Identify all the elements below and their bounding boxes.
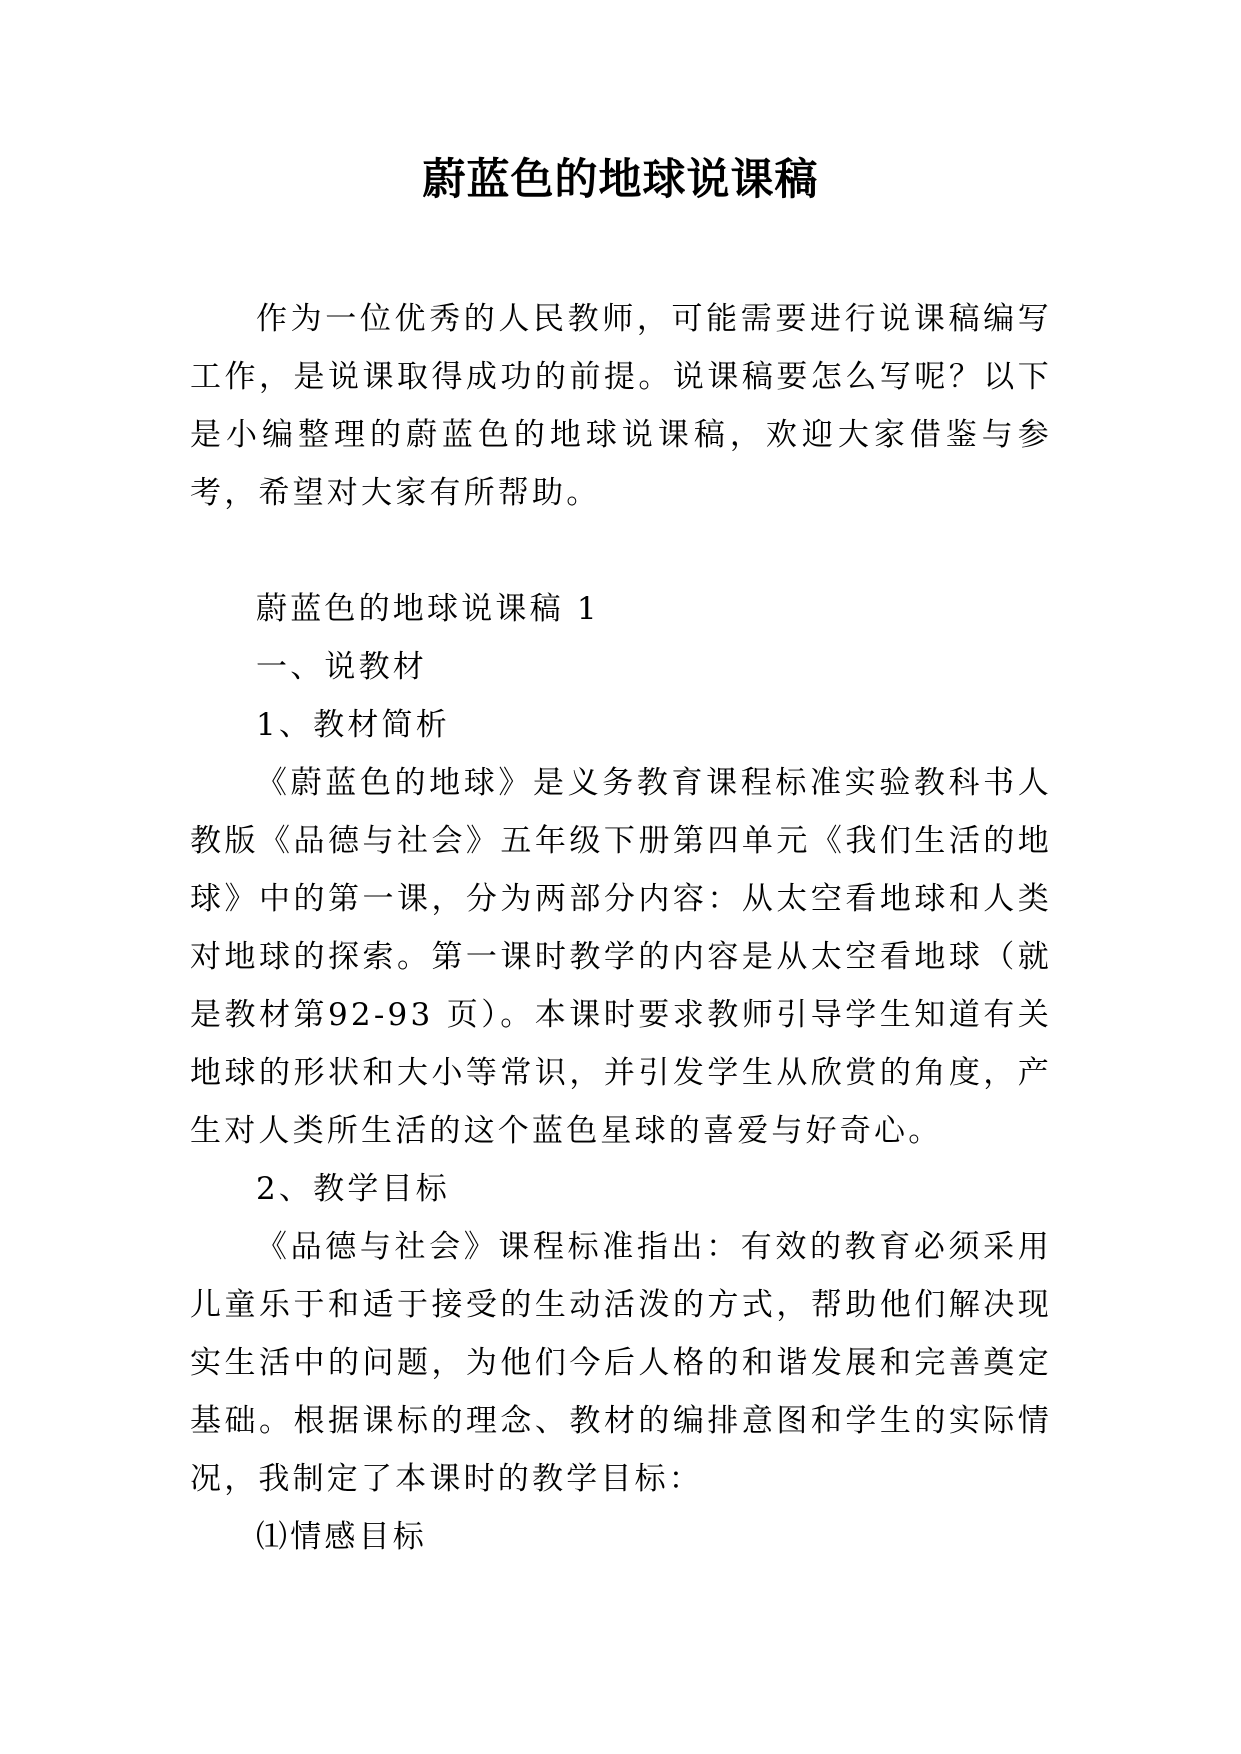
intro-paragraph: 作为一位优秀的人民教师，可能需要进行说课稿编写工作，是说课取得成功的前提。说课稿要怎么写呢？以下是小编整理的蔚蓝色的地球说课稿，欢迎大家借鉴与参考，希望对大家有所帮助。 [190,301,1052,511]
teaching-goals-paragraph: 《品德与社会》课程标准指出：有效的教育必须采用儿童乐于和适于接受的生动活泼的方式，帮助他们解决现实生活中的问题，为他们今后人格的和谐发展和完善奠定基础。根据课标的理念、教材的编排意图和学生的实际情况，我制定了本课时的教学目标： [190,1229,1052,1497]
document-title: 蔚蓝色的地球说课稿 [422,155,819,205]
subheading-teaching-goals: 2、教学目标 [256,1171,450,1207]
paragraph-spacer [190,522,1052,580]
document-body [190,290,1052,1566]
heading-teaching-material: 一、说教材 [256,649,427,685]
subheading-material-analysis: 1、教材简析 [256,707,450,743]
section-title: 蔚蓝色的地球说课稿 1 [256,591,600,627]
material-analysis-paragraph: 《蔚蓝色的地球》是义务教育课程标准实验教科书人教版《品德与社会》五年级下册第四单元《我们生活的地球》中的第一课，分为两部分内容：从太空看地球和人类对地球的探索。第一课时教学的内容是从太空看地球（就是教材第92-93 页）。本课时要求教师引导学生知道有关地球的形状和大小等常识，并引发学生从欣赏的角度，产生对人类所生活的这个蓝色星球的喜爱与好奇心。 [190,765,1052,1149]
subheading-emotional-goal: ⑴情感目标 [256,1519,427,1555]
